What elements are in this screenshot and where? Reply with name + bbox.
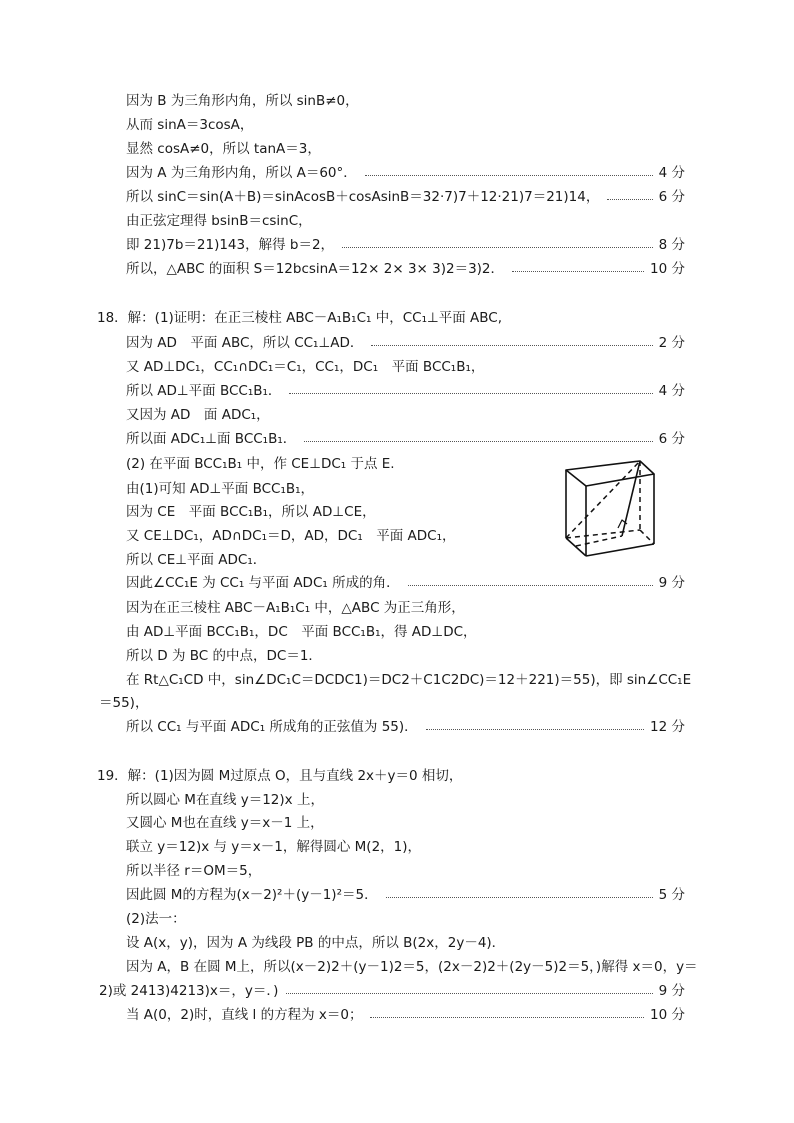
text-line [126,835,421,859]
score-label: 10 分 [650,1007,685,1023]
line-text: 设 A(x，y)，因为 A 为线段 PB 的中点，所以 B(2x，2y－4)． [126,935,506,951]
score-label: 10 分 [650,261,685,277]
text-line [126,931,505,955]
text-line [126,185,685,209]
text-line [97,306,502,330]
triangular-prism-figure [560,458,660,562]
line-text: ＝55)， [99,695,149,711]
line-text: 所以面 ADC₁⊥面 BCC₁B₁． [126,431,297,447]
line-text: 从而 sinA＝3cosA， [126,117,254,133]
line-text: 由(1)可知 AD⊥平面 BCC₁B₁， [126,481,315,497]
line-text: 显然 cosA≠0，所以 tanA＝3， [126,141,321,157]
text-line [126,788,324,812]
text-line [126,209,312,233]
line-text: 又圆心 M也在直线 y＝x－1 上， [126,815,324,831]
score-label: 6 分 [658,431,685,447]
dot-leader [289,393,652,394]
line-text: 即 21)7b＝21)143，解得 b＝2， [126,237,335,253]
text-line [126,596,465,620]
text-line [126,571,685,595]
line-text: 所以圆心 M在直线 y＝12)x 上， [126,792,324,808]
text-line [126,644,322,668]
dot-leader [365,175,653,176]
line-text: 所以，△ABC 的面积 S＝12bcsinA＝12× 2× 3× 3)2＝3)2． [126,261,505,277]
line-text: 2)或 2413)4213)x＝，y＝．) [99,983,279,999]
text-line [126,161,685,185]
line-text: 因为在正三棱柱 ABC－A₁B₁C₁ 中，△ABC 为正三角形， [126,600,465,616]
text-line [126,548,266,572]
text-line [126,500,376,524]
line-text: 因为 A 为三角形内角，所以 A＝60°． [126,165,357,181]
line-text: 当 A(0，2)时，直线 l 的方程为 x＝0； [126,1007,363,1023]
text-line [126,427,685,451]
line-text: 因为 A，B 在圆 M上，所以(x－2)2＋(y－1)2＝5，(2x－2)2＋(2y－5)2＝5，)解得 x＝0，y＝ [126,959,698,975]
line-text: 因此∠CC₁E 为 CC₁ 与平面 ADC₁ 所成的角． [126,575,400,591]
dot-leader [342,247,653,248]
text-line [126,524,456,548]
text-line [126,137,321,161]
text-line [126,355,484,379]
text-line [99,691,148,715]
text-line [126,883,685,907]
text-line [126,379,685,403]
line-text: 所以 sinC＝sin(A＋B)＝sinAcosB＋cosAsinB＝32·7)7＋12·21)7＝21)14， [126,189,600,205]
score-label: 2 分 [658,335,685,351]
score-label: 4 分 [658,165,685,181]
text-line [97,764,462,788]
score-label: 9 分 [658,983,685,999]
score-label: 12 分 [650,719,685,735]
text-line [126,452,395,476]
score-label: 6 分 [658,189,685,205]
dot-leader [426,729,644,730]
line-text: 在 Rt△C₁CD 中，sin∠DC₁C＝DCDC1)＝DC2＋C1C2DC)＝12＋221)＝55)，即 sin∠CC₁E [126,672,692,688]
dot-leader [286,993,652,994]
text-line [126,89,359,113]
line-text: (2) 在平面 BCC₁B₁ 中，作 CE⊥DC₁ 于点 E. [126,456,395,472]
line-text: 所以 CE⊥平面 ADC₁． [126,552,267,568]
line-text: 联立 y＝12)x 与 y＝x－1，解得圆心 M(2，1)， [126,839,422,855]
text-line [126,331,685,355]
text-line [126,403,270,427]
line-text: 又 AD⊥DC₁，CC₁∩DC₁＝C₁，CC₁，DC₁ 平面 BCC₁B₁， [126,359,485,375]
line-text: (2)法一： [126,911,186,927]
line-text: 因为 AD 平面 ABC，所以 CC₁⊥AD． [126,335,364,351]
dot-leader [304,441,652,442]
text-line [126,620,477,644]
dot-leader [371,345,652,346]
line-text: 因为 B 为三角形内角，所以 sinB≠0， [126,93,359,109]
score-label: 4 分 [658,383,685,399]
text-line [99,979,685,1003]
line-text: 又因为 AD 面 ADC₁， [126,407,270,423]
line-text: 19．解：(1)因为圆 M过原点 O，且与直线 2x＋y＝0 相切， [97,768,463,784]
line-text: 所以 AD⊥平面 BCC₁B₁． [126,383,282,399]
line-text: 又 CE⊥DC₁，AD∩DC₁＝D，AD，DC₁ 平面 ADC₁， [126,528,456,544]
text-line [126,955,698,979]
dot-leader [408,585,653,586]
dot-leader [386,897,653,898]
line-text: 由 AD⊥平面 BCC₁B₁，DC 平面 BCC₁B₁，得 AD⊥DC， [126,624,477,640]
dot-leader [607,199,652,200]
text-line [126,477,314,501]
text-line [126,668,691,692]
text-line [126,859,261,883]
text-line [126,715,685,739]
score-label: 8 分 [658,237,685,253]
text-line [126,257,685,281]
line-text: 所以 CC₁ 与平面 ADC₁ 所成角的正弦值为 55)． [126,719,418,735]
text-line [126,907,186,931]
score-label: 5 分 [658,887,685,903]
score-label: 9 分 [658,575,685,591]
text-line [126,1003,685,1027]
text-line [126,811,324,835]
text-line [126,233,685,257]
line-text: 因为 CE 平面 BCC₁B₁，所以 AD⊥CE， [126,504,376,520]
line-text: 18．解：(1)证明：在正三棱柱 ABC－A₁B₁C₁ 中，CC₁⊥平面 ABC, [97,310,503,326]
line-text: 所以 D 为 BC 的中点，DC＝1． [126,648,322,664]
line-text: 由正弦定理得 bsinB＝csinC， [126,213,312,229]
dot-leader [370,1017,644,1018]
line-text: 所以半径 r＝OM＝5， [126,863,262,879]
dot-leader [512,271,644,272]
line-text: 因此圆 M的方程为(x－2)²＋(y－1)²＝5． [126,887,378,903]
text-line [126,113,253,137]
